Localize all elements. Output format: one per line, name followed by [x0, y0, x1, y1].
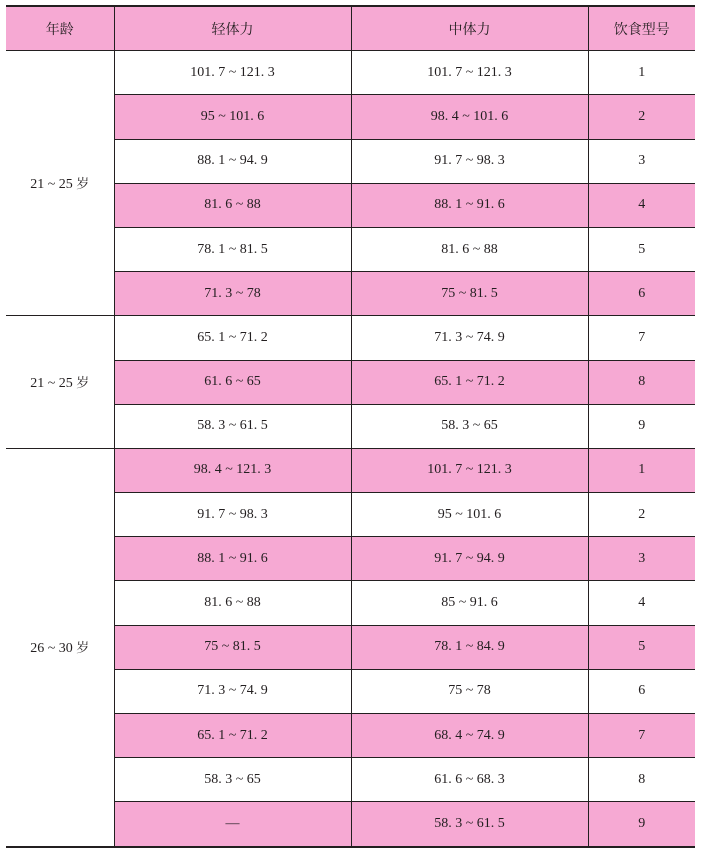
- age-unit: 岁: [76, 376, 90, 392]
- medium-activity-range: 91. 7 ~ 98. 3: [351, 139, 588, 183]
- diet-type-number: 1: [588, 448, 695, 492]
- medium-activity-range: 88. 1 ~ 91. 6: [351, 183, 588, 227]
- medium-activity-range: 68. 4 ~ 74. 9: [351, 714, 588, 758]
- age-group-cell: [6, 448, 114, 846]
- medium-activity-range: 65. 1 ~ 71. 2: [351, 360, 588, 404]
- medium-activity-range: 98. 4 ~ 101. 6: [351, 95, 588, 139]
- diet-type-number: 5: [588, 227, 695, 271]
- light-activity-range: 71. 3 ~ 74. 9: [114, 669, 351, 713]
- light-activity-range: 81. 6 ~ 88: [114, 183, 351, 227]
- header-light: 轻体力: [114, 6, 351, 51]
- header-diet-type: 饮食型号: [588, 6, 695, 51]
- age-group-cell: [6, 51, 114, 316]
- diet-type-table: [6, 5, 695, 848]
- light-activity-range: 101. 7 ~ 121. 3: [114, 51, 351, 95]
- medium-activity-range: 71. 3 ~ 74. 9: [351, 316, 588, 360]
- diet-type-number: 2: [588, 493, 695, 537]
- light-activity-range: 88. 1 ~ 91. 6: [114, 537, 351, 581]
- age-range: 26 ~ 30: [30, 641, 73, 657]
- medium-activity-range: 81. 6 ~ 88: [351, 227, 588, 271]
- light-activity-range: 88. 1 ~ 94. 9: [114, 139, 351, 183]
- diet-type-number: 9: [588, 802, 695, 847]
- light-activity-range: 91. 7 ~ 98. 3: [114, 493, 351, 537]
- table-body: [6, 51, 695, 847]
- diet-type-number: 3: [588, 139, 695, 183]
- table-row: [6, 448, 695, 492]
- table-row: [6, 51, 695, 95]
- light-activity-range: 58. 3 ~ 61. 5: [114, 404, 351, 448]
- diet-type-number: 4: [588, 183, 695, 227]
- medium-activity-range: 101. 7 ~ 121. 3: [351, 51, 588, 95]
- diet-type-number: 4: [588, 581, 695, 625]
- medium-activity-range: 78. 1 ~ 84. 9: [351, 625, 588, 669]
- medium-activity-range: 91. 7 ~ 94. 9: [351, 537, 588, 581]
- medium-activity-range: 85 ~ 91. 6: [351, 581, 588, 625]
- light-activity-range: 61. 6 ~ 65: [114, 360, 351, 404]
- age-range: 21 ~ 25: [30, 177, 73, 193]
- light-activity-range: 81. 6 ~ 88: [114, 581, 351, 625]
- diet-type-number: 6: [588, 272, 695, 316]
- light-activity-range: 71. 3 ~ 78: [114, 272, 351, 316]
- diet-type-number: 9: [588, 404, 695, 448]
- header-age: 年龄: [6, 6, 114, 51]
- diet-type-number: 2: [588, 95, 695, 139]
- medium-activity-range: 58. 3 ~ 65: [351, 404, 588, 448]
- diet-type-number: 5: [588, 625, 695, 669]
- diet-type-number: 7: [588, 316, 695, 360]
- age-unit: 岁: [76, 641, 90, 657]
- age-group-cell: [6, 316, 114, 449]
- diet-type-number: 7: [588, 714, 695, 758]
- light-activity-range: 98. 4 ~ 121. 3: [114, 448, 351, 492]
- age-range: 21 ~ 25: [30, 376, 73, 392]
- header-row: [6, 6, 695, 51]
- age-unit: 岁: [76, 177, 90, 193]
- medium-activity-range: 75 ~ 78: [351, 669, 588, 713]
- medium-activity-range: 61. 6 ~ 68. 3: [351, 758, 588, 802]
- medium-activity-range: 101. 7 ~ 121. 3: [351, 448, 588, 492]
- diet-type-number: 8: [588, 758, 695, 802]
- light-activity-range: —: [114, 802, 351, 847]
- medium-activity-range: 75 ~ 81. 5: [351, 272, 588, 316]
- light-activity-range: 78. 1 ~ 81. 5: [114, 227, 351, 271]
- light-activity-range: 95 ~ 101. 6: [114, 95, 351, 139]
- diet-type-number: 6: [588, 669, 695, 713]
- medium-activity-range: 95 ~ 101. 6: [351, 493, 588, 537]
- table-row: [6, 316, 695, 360]
- diet-type-number: 8: [588, 360, 695, 404]
- diet-type-number: 3: [588, 537, 695, 581]
- header-medium: 中体力: [351, 6, 588, 51]
- light-activity-range: 75 ~ 81. 5: [114, 625, 351, 669]
- diet-type-number: 1: [588, 51, 695, 95]
- light-activity-range: 65. 1 ~ 71. 2: [114, 714, 351, 758]
- light-activity-range: 65. 1 ~ 71. 2: [114, 316, 351, 360]
- medium-activity-range: 58. 3 ~ 61. 5: [351, 802, 588, 847]
- light-activity-range: 58. 3 ~ 65: [114, 758, 351, 802]
